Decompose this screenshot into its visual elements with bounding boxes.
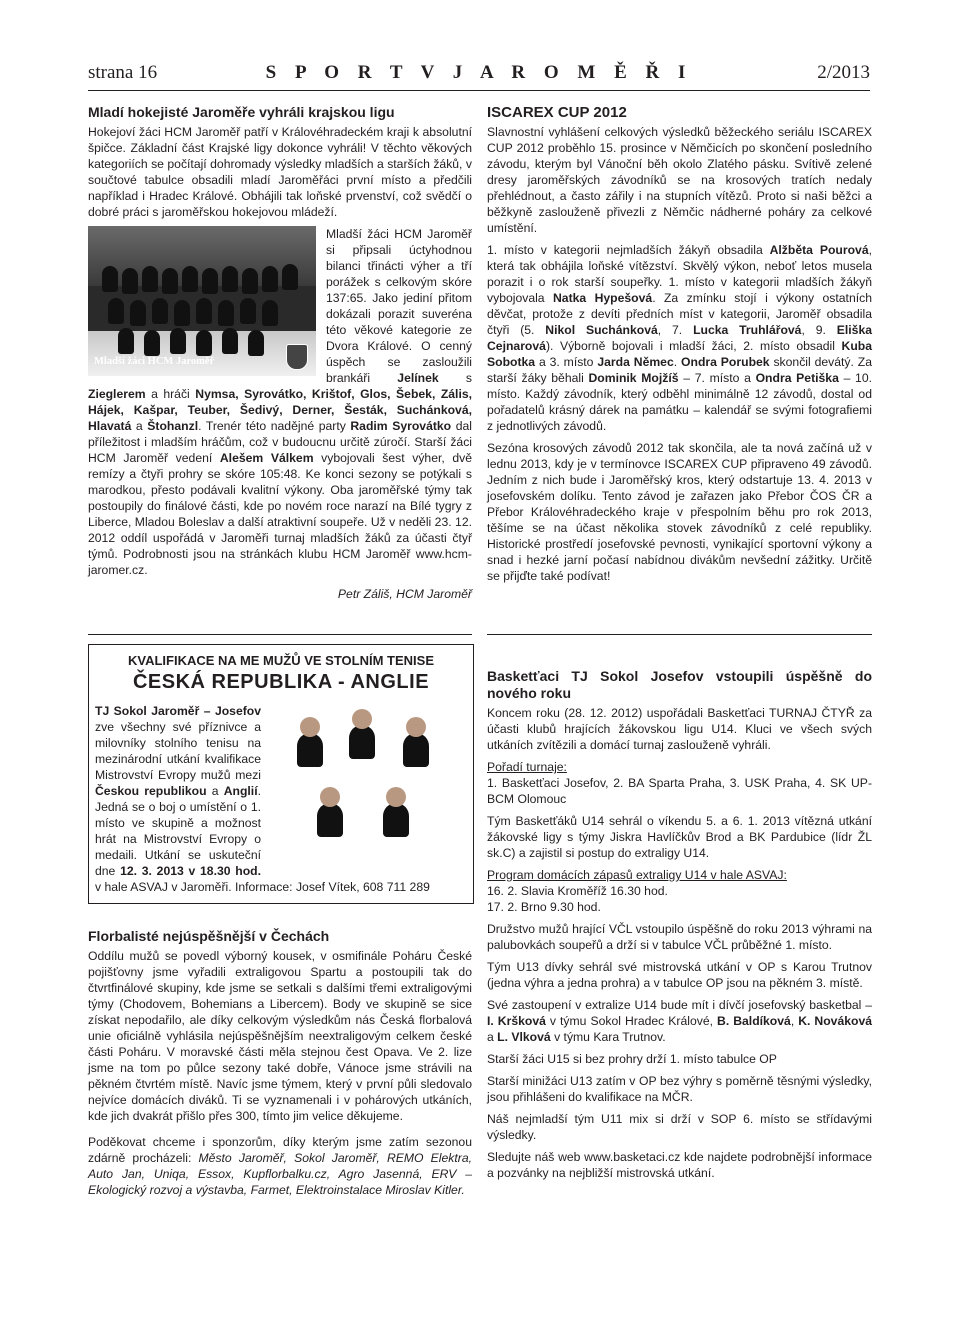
- hockey-title: Mladí hokejisté Jaroměře vyhráli krajskou ligu: [88, 104, 395, 120]
- newspaper-title: S P O R T V J A R O M Ě Ř I: [265, 62, 693, 83]
- basket-title: Basketťaci TJ Sokol Josefov vstoupili úspěšně do nového roku: [487, 668, 872, 701]
- players-photo: [267, 703, 467, 868]
- basket-paragraph-5: Své zastoupení v extralize U14 bude mít i dívčí josefovský basketbal – I. Kršková v týmu Sokol Hradec Králové, B. Baldíková, K. Nováková a L. Vlková v týmu Kara Trutnov.: [487, 998, 873, 1044]
- florbal-article: [88, 928, 472, 1204]
- hockey-paragraph-2: Mladší žáci HCM Jaroměř Mladší žáci HCM Jaroměř si připsali úctyhodnou bilanci třinácti výher a tří porážek s celkovým skóre 137:65. Jako jediní přitom dokázali porazit suveréna této věkové kategorie ze Dvora Králové. O cenný úspěch se zasloužili brankáři Jelínek s Zieglerem a hráči Nymsa, Syrovátko, Krištof, Glos, Šebek, Zális, Hájek, Kašpar, Teuber, Šedivý, Derner, Šesták, Suchánková, Hlavatá a Štohanzl. Trenér této nadějné party Radim Syrovátko dal příležitost i mladším hráčům, což v budoucnu určitě zúročí. Starší žáci HCM Jaroměř vedení Alešem Válkem vybojovali šest výher, dvě remízy a čtyři prohry se skóre 105:48. Ke konci sezony se potýkali s marodkou, přesto podávali kvalitní výkony. Oba jaroměřské týmy tak postoupily do finálové části, kde po novém roce narazí na Bílé tygry z Liberce, Mladou Boleslav a další atraktivní soupeře. Už v neděli 23. 12. 2012 oddíl uspořádá v Jaroměři turnaj mladších žáků za účasti čtyř týmů. Podrobnosti jsou na stránkách klubu HCM Jaroměř www.hcm-jaromer.cz.: [88, 227, 472, 577]
- tennis-heading: KVALIFIKACE NA ME MUŽŮ VE STOLNÍM TENISE: [128, 653, 434, 668]
- basket-article: [487, 668, 872, 1187]
- tennis-match-title: ČESKÁ REPUBLIKA - ANGLIE: [132, 671, 430, 693]
- iscarex-article: [487, 104, 872, 590]
- hockey-signature: Petr Záliš, HCM Jaroměř: [337, 587, 472, 601]
- basket-paragraph-4: Tým U13 dívky sehrál své mistrovská utkání v OP s Karou Trutnov (jedna výhra a jedna prohra) a v tabulce OP jsou na pěkném 3. místě.: [487, 960, 872, 990]
- hockey-paragraph-1: Hokejoví žáci HCM Jaroměř patří v Královéhradeckém kraji k absolutní špičce. Základní část Krajské ligy dokonce vyhráli! V těchto věkových kategoriích se počítají dohromady výsledky mladších a starších žáků, v součtové tabulce obsadili mladí Jaroměřáci první místo a předčili například i Hradec Králové. Obhájili tak loňské prvenství, což svědčí o dobré práci s jaroměřskou hokejovou mládeží.: [88, 125, 472, 219]
- page-header: [88, 60, 870, 91]
- divider-right: [487, 634, 872, 635]
- florbal-paragraph-1: Oddílu mužů se povedl výborný kousek, v osmifinále Poháru České pojišťovny jsme vyřadili extraligovou Spartu a postoupili tak do čtvrtfinálové skupiny, kde jsme se setkali s dalšími třemi extraligovými týmy (Chodovem, Bohemians a Libercem). Body ve skupině se sice získat nepodařilo, ale díky celkovým výsledkům nás Česká florbalová unie oficiálně vyhlásila nejúspěšnějším neextraligovým celkem české části Poháru. V moravské části měla stejnou čest Opava. Ve 2. lize jsme na tom po půlce sezony také dobře, Vánoce jsme strávili na pěkném čtvrtém místě. Navíc jsme týmem, který v první půli sledovalo nejvíce domácích diváků. Ti se vyznamenali i v pohárových utkáních, kde jich dvakrát přišlo přes 300, tímto jim velice děkujeme.: [88, 949, 472, 1123]
- basket-paragraph-1: Koncem roku (28. 12. 2012) uspořádali Basketťaci TURNAJ ČTYŘ za účasti klubů hrajících žákovskou ligu U14. Kluci ve všech svých utkáních zvítězili a domácí turnaj zaslouženě vyhráli.: [487, 706, 872, 752]
- basket-paragraph-3: Družstvo mužů hrající VČL vstoupilo úspěšně do roku 2013 výhrami na palubovkách soupeřů a drží si v tabulce VČL průběžné 1. místo.: [487, 922, 872, 952]
- page-number: strana 16: [88, 62, 158, 83]
- iscarex-paragraph-1: Slavnostní vyhlášení celkových výsledků běžeckého seriálu ISCAREX CUP 2012 proběhlo 15. prosince v Němčicích po skončení posledního závodu, kterým byl Vánoční běh okolo Zlatého pásku. Svítivě zelené dresy jaroměřských závodníků se na krosových tratích nedaly přehlédnout, a často zářily i na stupních vítězů. Proto si naši běžci a běžkyně zaslouženě přivezli z Němčic nádherné poháry za celkové umístění.: [487, 125, 872, 235]
- photo-caption: Mladší žáci HCM Jaroměř: [94, 356, 215, 367]
- basket-paragraph-7: Starší minižáci U13 zatím v OP bez výhry s poměrně těsnými výsledky, jsou přihlášeni do kvalifikace na MČR.: [487, 1074, 872, 1104]
- basket-paragraph-9: Sledujte náš web www.basketaci.cz kde najdete podrobnější informace a pozvánky na nejbližší mistrovská utkání.: [487, 1150, 872, 1180]
- florbal-title: Florbalisté nejúspěšnější v Čechách: [88, 928, 330, 944]
- tournament-order: 1. Basketťaci Josefov, 2. BA Sparta Praha, 3. USK Praha, 4. SK UP-BCM Olomouc: [487, 776, 872, 806]
- basket-paragraph-8: Náš nejmladší tým U11 mix si drží v SOP 6. místo se střídavými výsledky.: [487, 1112, 872, 1142]
- hockey-article: [88, 104, 472, 608]
- iscarex-title: ISCAREX CUP 2012: [487, 104, 627, 121]
- table-tennis-box: [88, 644, 474, 904]
- basket-paragraph-6: Starší žáci U15 si bez prohry drží 1. místo tabulce OP: [487, 1052, 777, 1066]
- issue-number: 2/2013: [817, 62, 870, 83]
- florbal-paragraph-2: Poděkovat chceme i sponzorům, díky kterým jsme zatím sezonou zdárně procházeli: Město Jaroměř, Sokol Jaroměř, REMO Elektra, Auto Jan, Uniqa, Essox, Kupflorbalku.cz, Agro Jasenná, ERV – Ekologický rozvoj a výstavba, Farmet, Elektroinstalace Miroslav Kitler.: [88, 1135, 472, 1197]
- program-label: Program domácích zápasů extraligy U14 v hale ASVAJ:: [487, 868, 787, 882]
- divider-left: [88, 634, 472, 635]
- tennis-text: TJ Sokol Jaroměř – Josefov zve všechny své příznivce a milovníky stolního tenisu na mezinárodní utkání kvalifikace Mistrovství Evropy mužů mezi Českou republikou a Anglií. Jedná se o boj o umístění o 1. místo ve skupině a možnost hrát na Mistrovství Evropy o medaili. Utkání se uskuteční dne 12. 3. 2013 v 18.30 hod. v hale ASVAJ v Jaroměři. Informace: Josef Vítek, 608 711 289: [95, 703, 467, 895]
- program-item-1: 16. 2. Slavia Kroměříž 16.30 hod.: [487, 884, 668, 898]
- iscarex-paragraph-2: 1. místo v kategorii nejmladších žákyň obsadila Alžběta Pourová, která tak obhájila loňské vítězství. Skvělý výkon, neboť letos musela porazit i o rok starší soupeřky. 1. místo v kategorii mladších žákyň vybojovala Natka Hypešová. Za zmínku stojí i výkony ostatních děvčat, protože z devíti předních míst v kategorii, Jaroměř obsadila čtyři (5. Nikol Suchánková, 7. Lucka Truhlářová, 9. Eliška Cejnarová). Výborně bojovali i mladší žáci, 2. místo obsadil Kuba Sobotka a 3. místo Jarda Němec. Ondra Porubek skončil devátý. Za starší žáky běhali Dominik Mojžíš – 7. místo a Ondra Petiška – 10. místo. Každý závodník, který odběhl minimálně 12 závodů, dostal od pořadatelů krásný dárek na památku – kalendář se svými fotografiemi z jednotlivých závodů.: [487, 243, 873, 433]
- iscarex-paragraph-3: Sezóna krosových závodů 2012 tak skončila, ale ta nová začíná už v lednu 2013, kdy je v termínovce ISCAREX CUP připraveno 49 závodů. Jedním z nich bude i Jaroměřský kros, který odstartuje 13. 4. 2013 v josefovském dolíku. Tento závod je zařazen jako Přebor ČOS ČR a Přebor Královéhradeckého kraje v přespolním běhu pro rok 2013, těšíme se na účast několika stovek závodníků z celé republiky. Historické prostředí josefovské pevnosti, vynikající sportovní výkony a snad i hezké jarní počasí nabídnou divákům nevšední zážitky. Určitě se přijďte také podívat!: [487, 441, 872, 583]
- team-photo: [88, 226, 316, 376]
- club-crest-icon: [286, 344, 308, 370]
- basket-paragraph-2: Tým Basketťáků U14 sehrál o víkendu 5. a 6. 1. 2013 vítězná utkání žákovské ligy s týmy Jiskra Havlíčkův Brod a BK Pardubice (lídr ŽL sk.C) a zajistil si postup do extraligy U14.: [487, 814, 872, 860]
- order-label: Pořadí turnaje:: [487, 760, 567, 774]
- program-item-2: 17. 2. Brno 9.30 hod.: [487, 900, 601, 914]
